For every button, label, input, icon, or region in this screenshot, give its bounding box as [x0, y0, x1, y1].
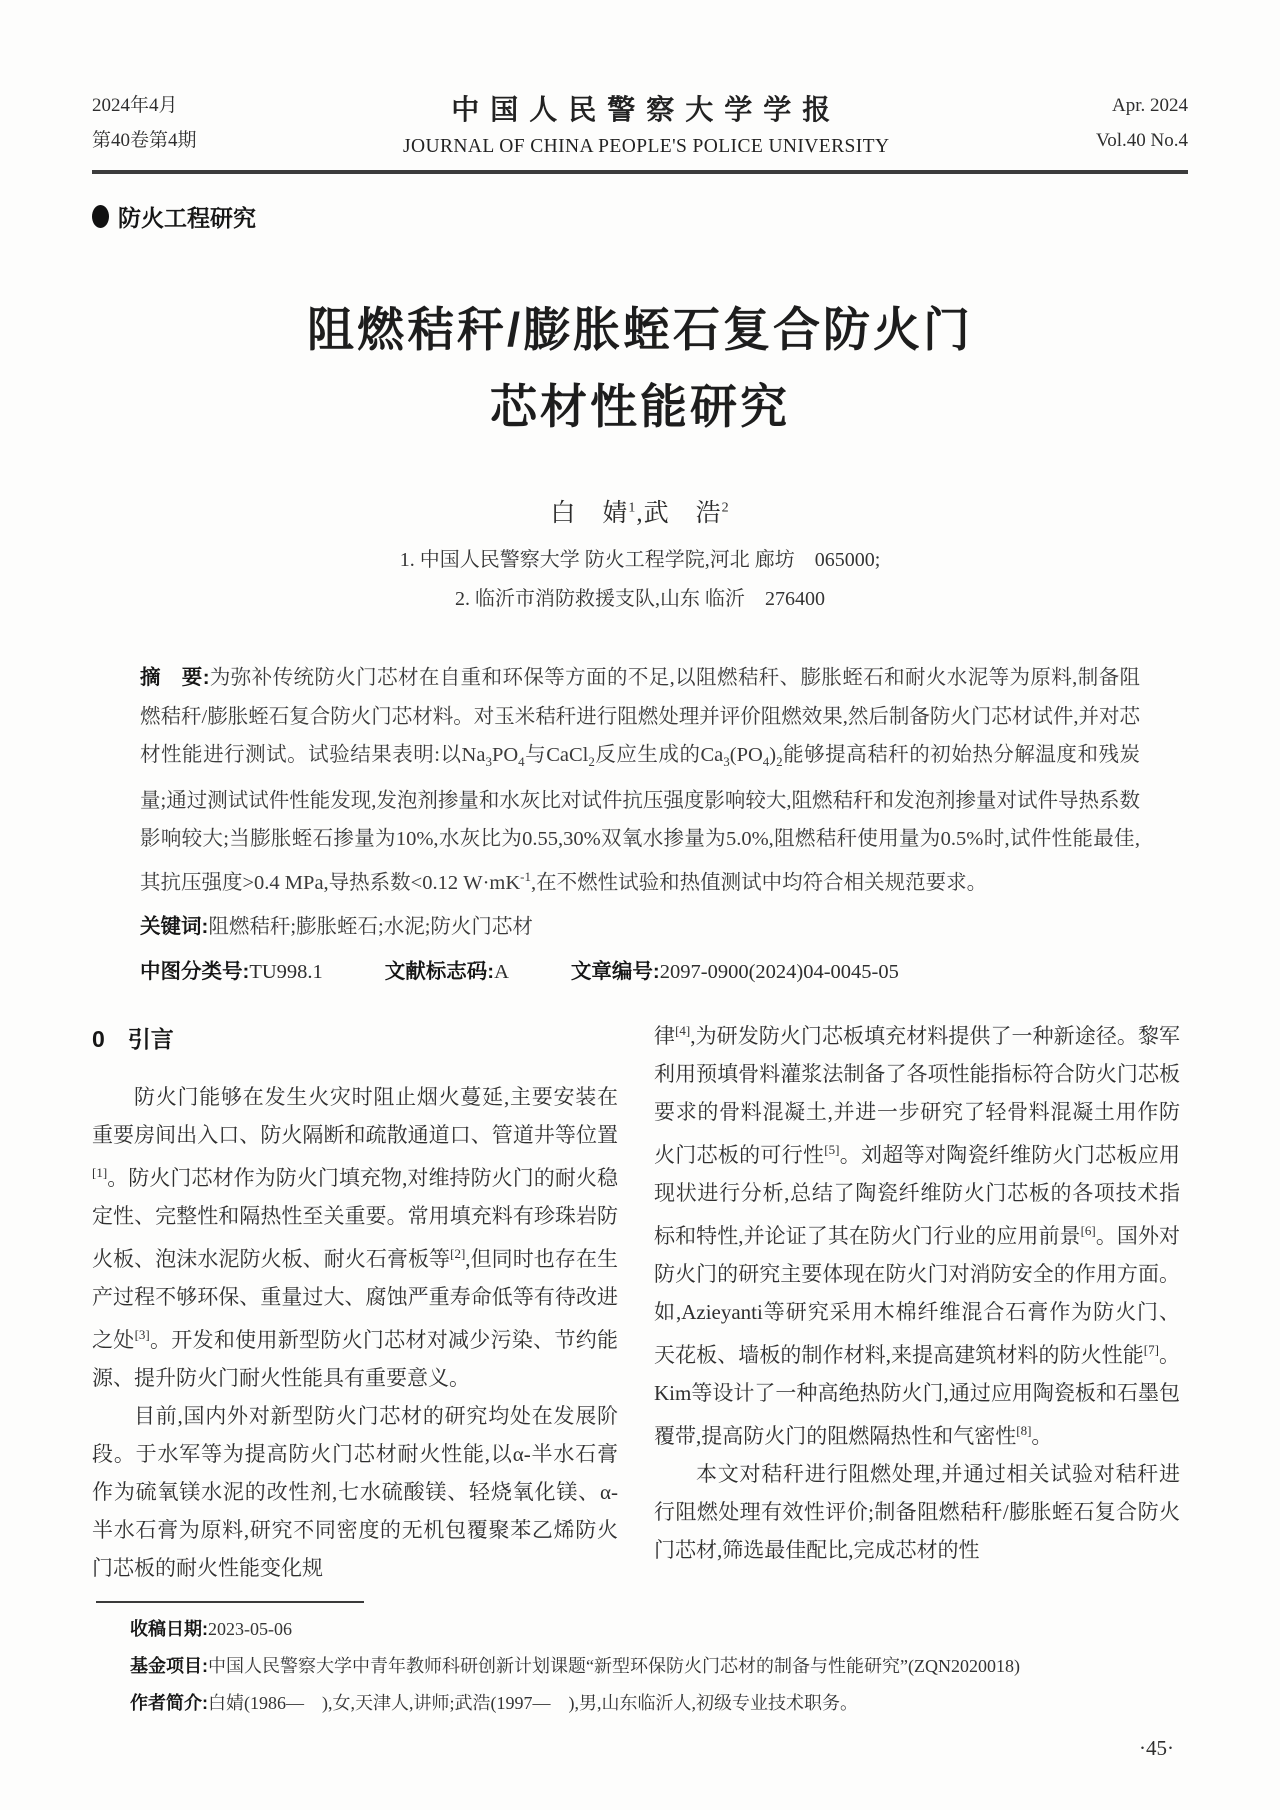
- article-id-label: 文章编号:: [570, 959, 660, 983]
- body-paragraph: 本文对秸秆进行阻燃处理,并通过相关试验对秸秆进行阻燃处理有效性评价;制备阻燃秸秆/膨胀蛭石复合防火门芯材,筛选最佳配比,完成芯材的性: [654, 1461, 1180, 1562]
- fund-project-value: 中国人民警察大学中青年教师科研创新计划课题“新型环保防火门芯材的制备与性能研究”(ZQN2020018): [208, 1655, 1020, 1676]
- received-date-label: 收稿日期:: [130, 1618, 208, 1639]
- clc-value: TU998.1: [249, 960, 323, 983]
- journal-header: [92, 88, 1188, 158]
- doc-code-label: 文献标志码:: [384, 959, 495, 983]
- body-paragraph: 目前,国内外对新型防火门芯材的研究均处在发展阶段。于水军等为提高防火门芯材耐火性能,以α-半水石膏作为硫氧镁水泥的改性剂,七水硫酸镁、轻烧氧化镁、α-半水石膏为原料,研究不同密度的无机包覆聚苯乙烯防火门芯板的耐火性能变化规: [92, 1403, 618, 1580]
- article-id-value: 2097-0900(2024)04-0045-05: [659, 960, 899, 983]
- volume-issue-en: Vol.40 No.4: [1095, 130, 1188, 151]
- journal-title-en: JOURNAL OF CHINA PEOPLE'S POLICE UNIVERSITY: [403, 136, 890, 157]
- clc-label: 中图分类号:: [140, 959, 250, 983]
- body-columns: [92, 1012, 1188, 1587]
- article-title-line1: 阻燃秸秆/膨胀蛭石复合防火门: [306, 303, 974, 356]
- abstract-text: 为弥补传统防火门芯材在自重和环保等方面的不足,以阻燃秸秆、膨胀蛭石和耐火水泥等为原料,制备阻燃秸秆/膨胀蛭石复合防火门芯材料。对玉米秸秆进行阻燃处理并评价阻燃效果,然后制备防火门芯材试件,并对芯材性能进行测试。试验结果表明:以$Na_3PO_4$与CaCl$_2$反应生成的$Ca_3(PO_4)_2$能够提高秸秆的初始热分解温度和残炭量;通过测试试件性能发现,发泡剂掺量和水灰比对试件抗压强度影响较大,阻燃秸秆和发泡剂掺量对试件导热系数影响较大;当膨胀蛭石掺量为10%,水灰比为0.55,30%双氧水掺量为5.0%,阻燃秸秆使用量为0.5%时,试件性能最佳,其抗压强度>0.4 MPa,导热系数<0.12 $W\cdot mK^{-1}$,在不燃性试验和热值测试中均符合相关规范要求。: [140, 667, 1140, 895]
- author-bio-value: 白婧(1986— ),女,天津人,讲师;武浩(1997— ),男,山东临沂人,初级专业技术职务。: [208, 1692, 858, 1713]
- author-line: 白 婧$^1$,武 浩$^2$: [550, 500, 730, 527]
- affiliation-1: 1. 中国人民警察大学 防火工程学院,河北 廊坊 065000;: [399, 549, 881, 571]
- keywords-line: [140, 907, 1140, 947]
- affiliation-2: 2. 临沂市消防救援支队,山东 临沂 276400: [455, 588, 825, 610]
- header-right: [1096, 88, 1188, 158]
- doc-code-value: A: [494, 960, 509, 983]
- clc-number: [140, 954, 323, 984]
- footnote-author-bio: [92, 1685, 1188, 1722]
- affiliations: [92, 541, 1188, 619]
- abstract-paragraph: [140, 659, 1140, 903]
- right-column: [654, 1012, 1180, 1587]
- article-title-line2: 芯材性能研究: [490, 380, 790, 433]
- footnote-fund-project: [92, 1648, 1188, 1685]
- page-number: ·45·: [1139, 1735, 1174, 1760]
- abstract-label: 摘 要:: [140, 666, 210, 689]
- section-bullet-icon: [92, 205, 109, 228]
- journal-title-cn: 中国人民警察大学学报: [451, 95, 842, 126]
- article-id: [571, 954, 899, 984]
- section-heading-introduction: 0 引言: [92, 1025, 174, 1052]
- section-label: 防火工程研究: [118, 205, 256, 231]
- header-divider: [92, 170, 1188, 174]
- received-date-value: 2023-05-06: [208, 1618, 292, 1639]
- keywords-label: 关键词:: [140, 914, 209, 938]
- author-bio-label: 作者简介:: [130, 1692, 208, 1713]
- meta-line: [140, 954, 1140, 984]
- section-marker: [92, 200, 1188, 233]
- abstract-block: [140, 659, 1140, 984]
- issue-date-en: Apr. 2024: [1112, 95, 1188, 116]
- header-center: [197, 88, 1096, 158]
- footnote-received-date: [92, 1611, 1188, 1648]
- article-title: [92, 291, 1188, 445]
- volume-issue-cn: 第40卷第4期: [92, 130, 197, 151]
- keywords-text: 阻燃秸秆;膨胀蛭石;水泥;防火门芯材: [208, 915, 533, 938]
- left-column: [92, 1012, 618, 1587]
- footnote-block: [92, 1601, 1188, 1722]
- footnote-divider: [96, 1601, 364, 1603]
- issue-date-cn: 2024年4月: [92, 95, 178, 116]
- body-paragraph: 防火门能够在发生火灾时阻止烟火蔓延,主要安装在重要房间出入口、防火隔断和疏散通道口、管道井等位置[1]。防火门芯材作为防火门填充物,对维持防火门的耐火稳定性、完整性和隔热性至关重要。常用填充料有珍珠岩防火板、泡沫水泥防火板、耐火石膏板等[2],但同时也存在生产过程不够环保、重量过大、腐蚀严重寿命低等有待改进之处[3]。开发和使用新型防火门芯材对减少污染、节约能源、提升防火门耐火性能具有重要意义。: [92, 1084, 619, 1390]
- fund-project-label: 基金项目:: [130, 1655, 208, 1676]
- header-left: [92, 88, 197, 158]
- document-code: [385, 954, 509, 984]
- body-paragraph: 律[4],为研发防火门芯板填充材料提供了一种新途径。黎军利用预填骨料灌浆法制备了各项性能指标符合防火门芯板要求的骨料混凝土,并进一步研究了轻骨料混凝土用作防火门芯板的可行性[5]。刘超等对陶瓷纤维防火门芯板应用现状进行分析,总结了陶瓷纤维防火门芯板的各项技术指标和特性,并论证了其在防火门行业的应用前景[6]。国外对防火门的研究主要体现在防火门对消防安全的作用方面。如,Azieyanti等研究采用木棉纤维混合石膏作为防火门、天花板、墙板的制作材料,来提高建筑材料的防火性能[7]。Kim等设计了一种高绝热防火门,通过应用陶瓷板和石墨包覆带,提高防火门的阻燃隔热性和气密性[8]。: [654, 1022, 1181, 1448]
